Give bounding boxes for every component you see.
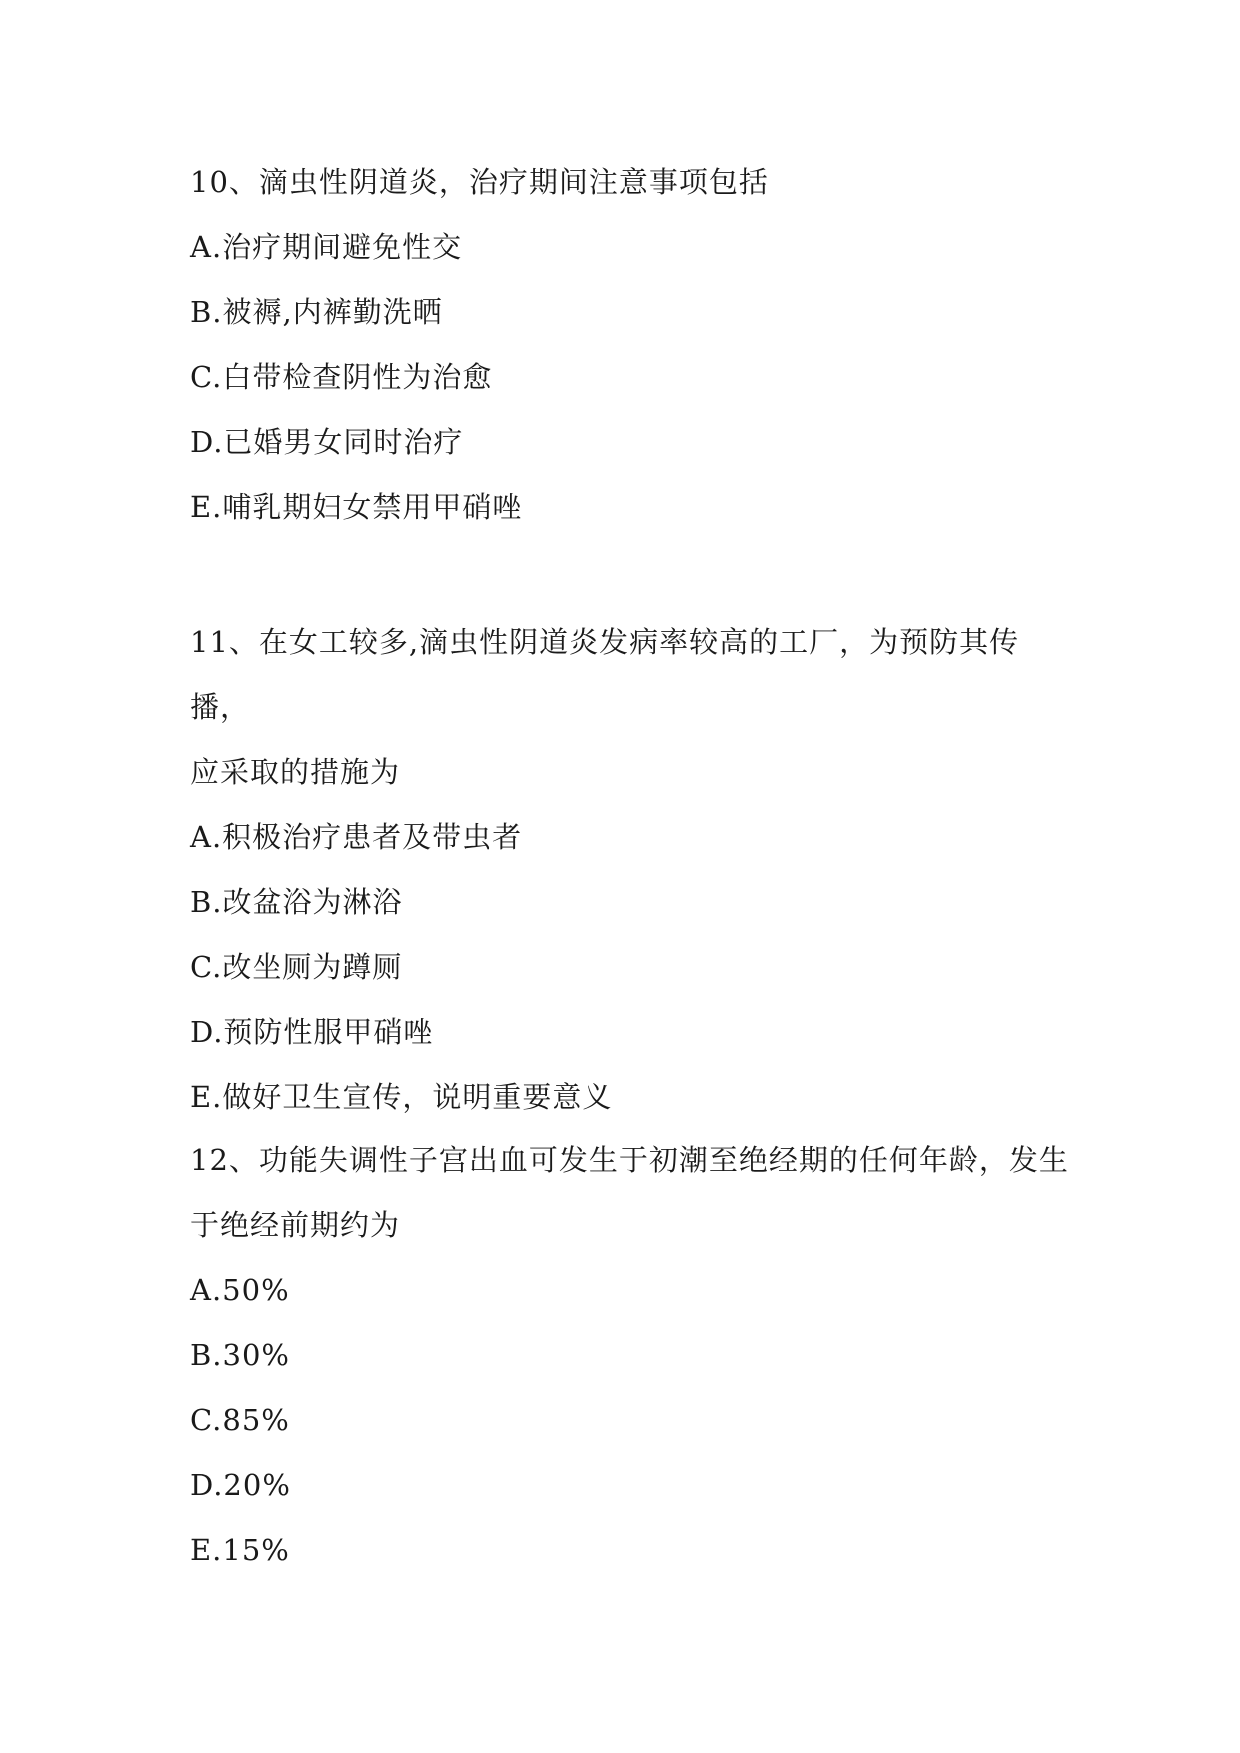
option-b: B.被褥,内裤勤洗晒 <box>190 295 443 329</box>
option-e: E.15% <box>190 1533 290 1567</box>
question-stem-line-2: 应采取的措施为 <box>190 755 401 789</box>
question-stem: 10、滴虫性阴道炎，治疗期间注意事项包括 <box>190 165 769 199</box>
option-d: D.已婚男女同时治疗 <box>190 425 464 459</box>
question-12 <box>190 1128 1070 1583</box>
option-c: C.改坐厕为蹲厕 <box>190 950 403 984</box>
question-stem-line-1: 12、功能失调性子宫出血可发生于初潮至绝经期的任何年龄，发生 <box>190 1143 1069 1177</box>
option-a: A.50% <box>190 1273 290 1307</box>
option-b: B.改盆浴为淋浴 <box>190 885 403 919</box>
option-d: D.20% <box>190 1468 291 1502</box>
option-e: E.做好卫生宣传，说明重要意义 <box>190 1080 613 1114</box>
question-11 <box>190 610 1070 1130</box>
option-a: A.治疗期间避免性交 <box>190 230 463 264</box>
option-c: C.85% <box>190 1403 290 1437</box>
question-stem-line-1: 11、在女工较多,滴虫性阴道炎发病率较高的工厂，为预防其传播， <box>190 625 1020 724</box>
option-d: D.预防性服甲硝唑 <box>190 1015 434 1049</box>
option-c: C.白带检查阴性为治愈 <box>190 360 493 394</box>
question-stem-line-2: 于绝经前期约为 <box>190 1208 401 1242</box>
option-b: B.30% <box>190 1338 290 1372</box>
option-e: E.哺乳期妇女禁用甲硝唑 <box>190 490 523 524</box>
option-a: A.积极治疗患者及带虫者 <box>190 820 523 854</box>
question-10 <box>190 150 1070 540</box>
